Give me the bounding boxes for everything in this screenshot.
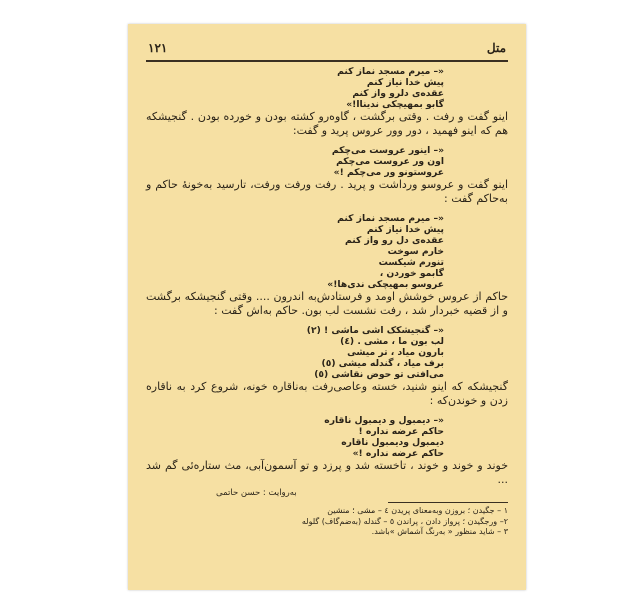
paragraph-3: حاکم از عروس خوشش اومد و فرستادش‌به اندرون .... وقتی گنجیشکه برگشت و از قضیه خبردار شد ، رفت نشست لب بون. حاکم به‌اش گفت : (146, 290, 508, 317)
footnote-rule (388, 502, 508, 503)
poem-line: «– اینور عروست می‌چکم (331, 145, 444, 156)
poem-line: پیش خدا نیاز کنم (366, 77, 444, 88)
poem-line: حاکم عرضه نداره ! (358, 426, 444, 437)
poem-line: برف میاد ، گندله میشی (٥) (321, 358, 444, 369)
page-content (146, 66, 508, 538)
poem-line: حاکم عرضه نداره !» (352, 448, 444, 459)
poem-stanza-5 (146, 415, 444, 459)
page-header (148, 38, 506, 58)
poem-line: بارون میاد ، تر میشی (347, 347, 444, 358)
poem-line: عروسو بمهیچکی ندی‌ها!» (327, 279, 444, 290)
footnotes (146, 506, 508, 538)
poem-line: لب بون ما ، مشی . (٤) (340, 336, 444, 347)
paragraph-2: اینو گفت و عروسو ورداشت و پرید . رفت ورفت ورفت، تارسید به‌خونۀ حاکم و به‌حاکم گفت : (146, 178, 508, 205)
poem-line: پیش خدا نیاز کنم (366, 224, 444, 235)
poem-line: «– میرم مسجد نماز کنم (337, 66, 444, 77)
poem-line: می‌افتی تو حوض نقاشی (٥) (314, 369, 444, 380)
poem-stanza-1 (146, 66, 444, 110)
poem-line: دیمبول ودیمبول ناقاره (341, 437, 444, 448)
poem-line: خارم سوخت (387, 246, 444, 257)
poem-line: «– گنجیشکک اشی ماشی ! (۲) (306, 325, 444, 336)
footnote: ۱ – جگیدن ؛ بروزن وبه‌معنای پریدن ٤ – مشی ؛ منشین (327, 506, 508, 515)
poem-stanza-2 (146, 145, 444, 178)
poem-stanza-3 (146, 213, 444, 290)
paragraph-5: خوند و خوند و خوند ، تاخسته شد و پرزد و تو آسمون‌آبی، مث ستاره‌ئی گم شد ... (146, 459, 508, 486)
poem-line: عقده‌ی دل رو واز کنم (345, 235, 444, 246)
poem-stanza-4 (146, 325, 444, 380)
poem-line: گابمو خوردن ، (379, 268, 444, 279)
narrator-credit: به‌روایت : حسن حاتمی (216, 488, 297, 498)
poem-line: عروستونو ور می‌چکم !» (333, 167, 444, 178)
poem-line: عقده‌ی دلرو واز کنم (352, 88, 444, 99)
section-title: متل (486, 41, 506, 55)
paragraph-1: اینو گفت و رفت . وقتی برگشت ، گاوه‌رو کشته بودن و خورده بودن . گنجیشکه هم که اینو فهمید ، دور وور عروس پرید و گفت: (146, 110, 508, 137)
poem-line: تنورم شیکست (378, 257, 444, 268)
poem-line: گابو بمهیچکی ندیناا!» (346, 99, 444, 110)
poem-line: «– میرم مسجد نماز کنم (337, 213, 444, 224)
poem-line: اون ور عروست می‌چکم (336, 156, 444, 167)
poem-line: «– دیمبول و دیمبول ناقاره (324, 415, 444, 426)
page-number: ۱۲۱ (148, 41, 168, 55)
header-rule (146, 60, 508, 62)
paragraph-4: گنجیشکه که اینو شنید، خسته وعاصی‌رفت به‌ناقاره خونه، شروع کرد به ناقاره زدن و خوندن‌که : (146, 380, 508, 407)
footnote: ۳ – شاید منظور « به‌رنگ آشماش »باشد. (371, 527, 508, 536)
book-page (128, 24, 526, 590)
footnote: ۲– ورجگیدن ؛ پرواز دادن ، پراندن ٥ – گندله (به‌ضم‌گاف) گلوله (301, 516, 508, 526)
